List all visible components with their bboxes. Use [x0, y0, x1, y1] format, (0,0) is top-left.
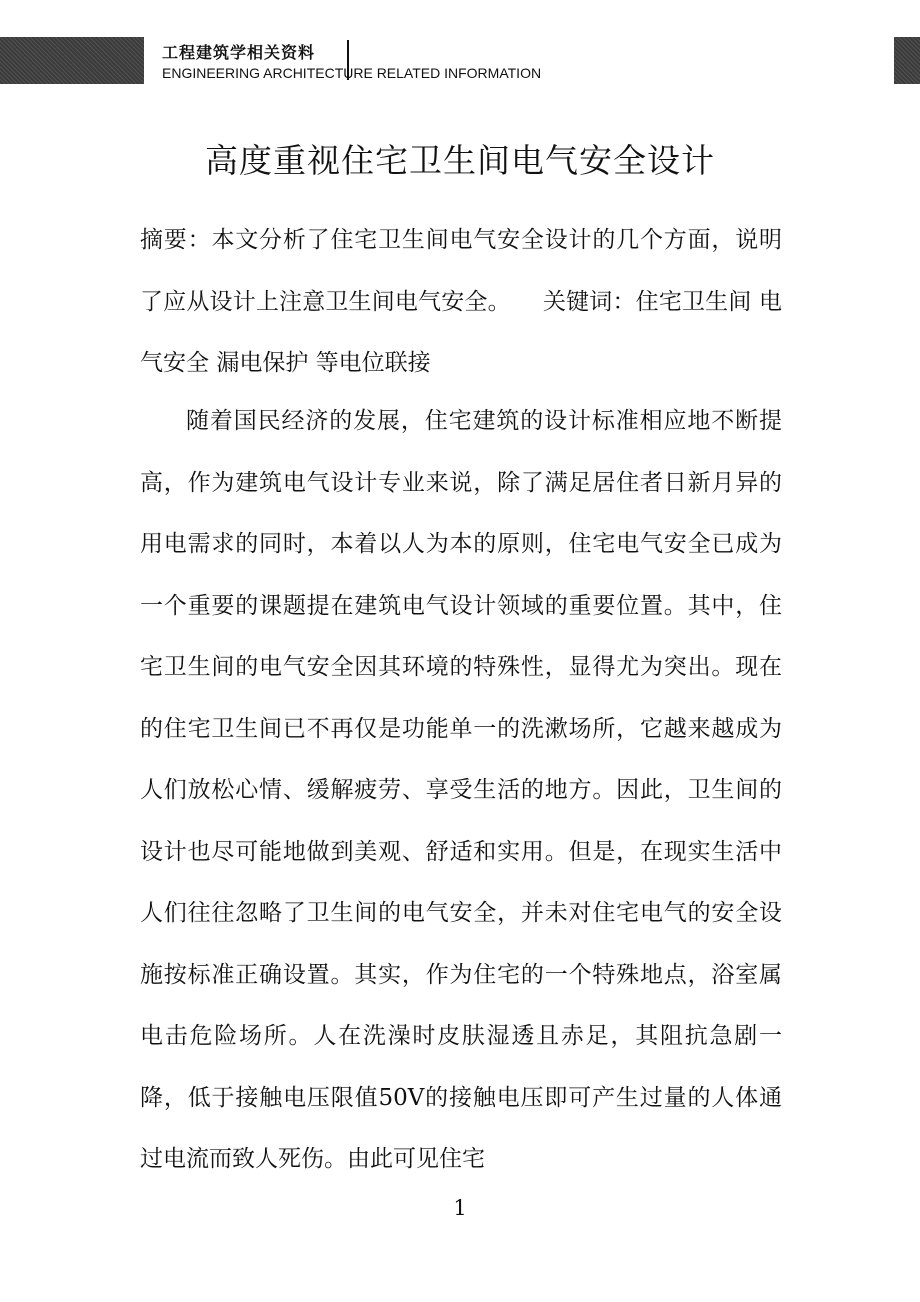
header-title-en: ENGINEERING ARCHITECTURE RELATED INFORMATION [162, 65, 542, 81]
keyword-item: 漏电保护 [216, 350, 309, 376]
abstract-label: 摘要： [140, 227, 212, 253]
keywords-label: 关键词： [542, 288, 636, 315]
keyword-item: 住宅卫生间 [635, 288, 752, 315]
abstract-text: 本文分析了住宅卫生间电气安全设计的几个方面，说明了应从设计上注意卫生间电气安全。 [140, 227, 783, 315]
header-decor-bar-right [894, 37, 920, 84]
document-title: 高度重视住宅卫生间电气安全设计 [205, 141, 715, 180]
keyword-item: 等电位联接 [315, 350, 431, 376]
header-decor-bar-left [0, 37, 144, 84]
keyword-item: 电气安全 [140, 288, 783, 376]
body-paragraph: 随着国民经济的发展，住宅建筑的设计标准相应地不断提高，作为建筑电气设计专业来说，除了满足居住者日新月异的用电需求的同时，本着以人为本的原则，住宅电气安全已成为一个重要的课题提在建筑电气设计领域的重要位置。其中，住宅卫生间的电气安全因其环境的特殊性，显得尤为突出。现在的住宅卫生间已不再仅是功能单一的洗漱场所，它越来越成为人们放松心情、缓解疲劳、享受生活的地方。因此，卫生间的设计也尽可能地做到美观、舒适和实用。但是，在现实生活中人们往往忽略了卫生间的电气安全，并未对住宅电气的安全设施按标准正确设置。其实，作为住宅的一个特殊地点，浴室属电击危险场所。人在洗澡时皮肤湿透且赤足，其阻抗急剧一降，低于接触电压限值50V的接触电压即可产生过量的人体通过电流而致人死伤。由此可见住宅 [140, 408, 782, 1172]
header-title-cn: 工程建筑学相关资料 [162, 43, 316, 62]
abstract-paragraph [140, 210, 782, 395]
page-number: 1 [453, 1196, 467, 1220]
